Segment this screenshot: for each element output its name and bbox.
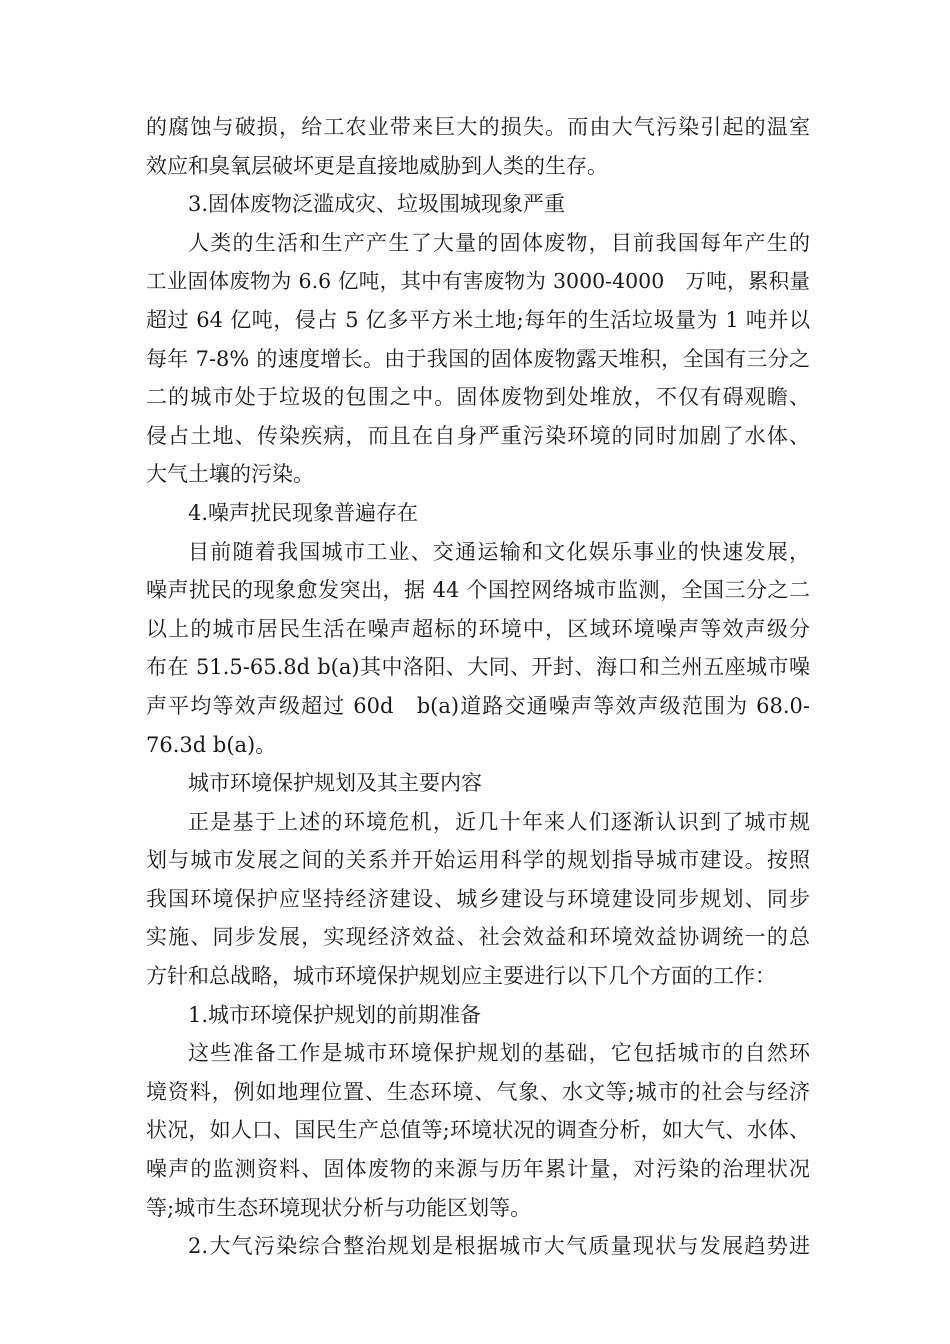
text-line: 侵占土地、传染疾病，而且在自身严重污染环境的同时加剧了水体、 [146,423,810,448]
text-line: 声平均等效声级超过 60d b(a)道路交通噪声等效声级范围为 68.0- [146,693,810,718]
text-line: 方针和总战略，城市环境保护规划应主要进行以下几个方面的工作： [146,964,776,989]
text-line: 噪声的监测资料、固体废物的来源与历年累计量，对污染的治理状况 [146,1157,810,1182]
text-line: 4.噪声扰民现象普遍存在 [188,500,419,525]
text-line: 76.3d b(a)。 [146,732,277,757]
text-line: 实施、同步发展，实现经济效益、社会效益和环境效益协调统一的总 [146,925,810,950]
text-line: 正是基于上述的环境危机，近几十年来人们逐渐认识到了城市规 [188,809,810,834]
text-line: 效应和臭氧层破坏更是直接地威胁到人类的生存。 [146,153,608,178]
text-line: 的腐蚀与破损，给工农业带来巨大的损失。而由大气污染引起的温室 [146,115,810,139]
text-line: 城市环境保护规划及其主要内容 [188,771,482,796]
text-line: 工业固体废物为 6.6 亿吨，其中有害废物为 3000-4000 万吨，累积量 [146,269,810,294]
text-line: 这些准备工作是城市环境保护规划的基础，它包括城市的自然环 [188,1041,810,1066]
text-line: 目前随着我国城市工业、交通运输和文化娱乐事业的快速发展， [188,539,810,564]
text-line: 我国环境保护应坚持经济建设、城乡建设与环境建设同步规划、同步 [146,886,810,911]
text-line: 人类的生活和生产产生了大量的固体废物，目前我国每年产生的 [188,230,810,255]
text-line: 2.大气污染综合整治规划是根据城市大气质量现状与发展趋势进 [188,1234,810,1259]
text-line: 等;城市生态环境现状分析与功能区划等。 [146,1195,532,1220]
text-line: 噪声扰民的现象愈发突出，据 44 个国控网络城市监测，全国三分之二 [146,578,810,603]
text-line: 3.固体废物泛滥成灾、垃圾围城现象严重 [188,192,566,217]
text-line: 布在 51.5-65.8d b(a)其中洛阳、大同、开封、海口和兰州五座城市噪 [146,655,810,680]
text-line: 境资料，例如地理位置、生态环境、气象、水文等;城市的社会与经济 [146,1079,810,1104]
text-line: 超过 64 亿吨，侵占 5 亿多平方米土地;每年的生活垃圾量为 1 吨并以 [146,307,810,332]
text-line: 二的城市处于垃圾的包围之中。固体废物到处堆放，不仅有碍观瞻、 [146,385,810,410]
text-line: 以上的城市居民生活在噪声超标的环境中，区域环境噪声等效声级分 [146,616,810,641]
text-line: 每年 7-8% 的速度增长。由于我国的固体废物露天堆积，全国有三分之 [146,346,810,371]
document-body [146,108,810,1266]
text-line: 1.城市环境保护规划的前期准备 [188,1002,482,1027]
text-line: 划与城市发展之间的关系并开始运用科学的规划指导城市建设。按照 [146,848,810,873]
text-line: 大气土壤的污染。 [146,462,314,487]
text-line: 状况，如人口、国民生产总值等;环境状况的调查分析，如大气、水体、 [146,1118,810,1143]
